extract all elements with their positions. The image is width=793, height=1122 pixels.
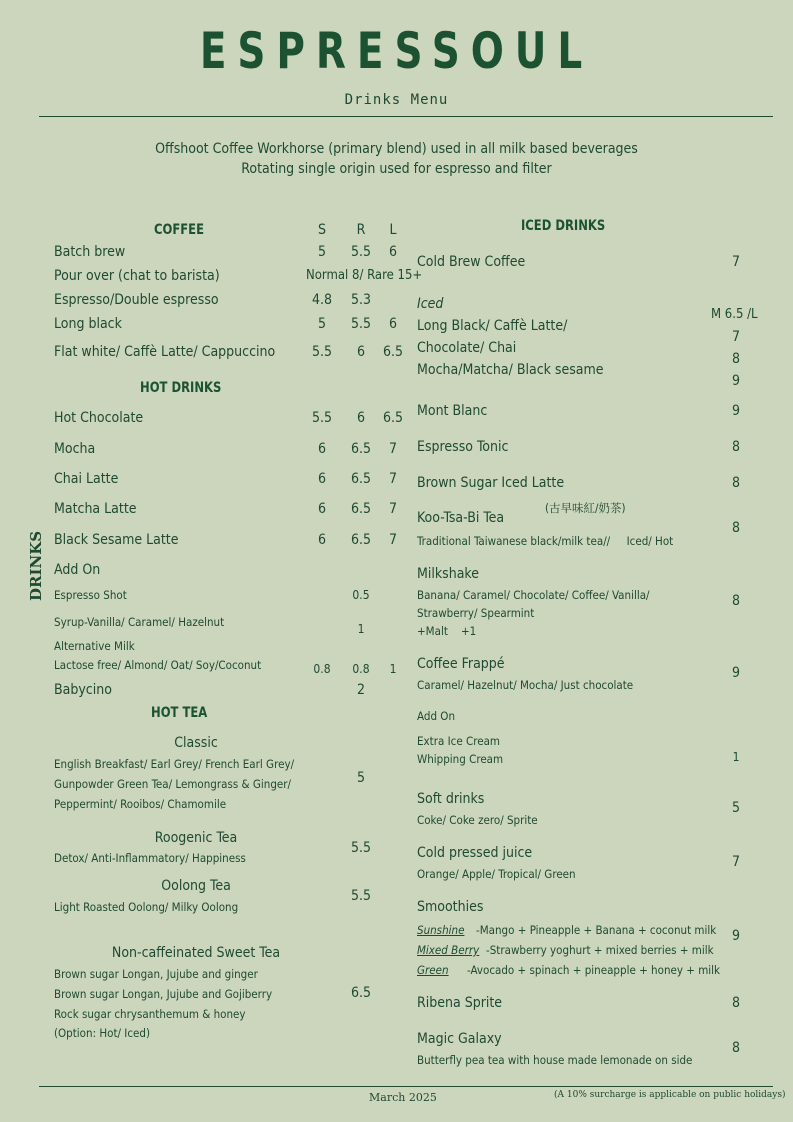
espresso-tonic-name: Espresso Tonic <box>417 439 509 455</box>
hot-tea-heading: HOT TEA <box>151 705 208 721</box>
price-l: 7 <box>388 532 397 548</box>
menu-subtitle: Drinks Menu <box>344 92 449 108</box>
menu-item-name: Pour over (chat to barista) <box>54 268 220 284</box>
classic-tea-title: Classic <box>174 735 218 751</box>
noncaf-tea-title: Non-caffeinated Sweet Tea <box>111 945 281 961</box>
juice-name: Cold pressed juice <box>417 845 533 861</box>
menu-item-name: Batch brew <box>54 244 126 260</box>
menu-title: ESPRESSOUL <box>199 22 594 80</box>
koo-tsa-bi-name: Koo-Tsa-Bi Tea <box>417 510 505 526</box>
footer-divider <box>39 1086 773 1087</box>
milkshake-name: Milkshake <box>417 566 479 582</box>
price-r: 2 <box>356 682 365 698</box>
oolong-tea-price: 5.5 <box>350 888 372 904</box>
price-s: 5.5 <box>311 344 333 360</box>
coffee-heading: COFFEE <box>154 222 205 238</box>
smoothie-desc: -Avocado + spinach + pineapple + honey + milk <box>467 963 721 977</box>
menu-item-name: Espresso/Double espresso <box>54 292 219 308</box>
add-on-espresso-shot: Espresso Shot <box>54 588 127 602</box>
roogenic-tea-price: 5.5 <box>350 840 372 856</box>
menu-item-name: Mocha <box>54 441 96 457</box>
price-s: 6 <box>317 441 326 457</box>
menu-item-name: Long black <box>54 316 122 332</box>
price-r: 6 <box>356 344 365 360</box>
juice-desc: Orange/ Apple/ Tropical/ Green <box>417 867 576 881</box>
classic-tea-line: Peppermint/ Rooibos/ Chamomile <box>54 797 227 811</box>
size-r-label: R <box>356 222 366 238</box>
price-r: 6 <box>356 410 365 426</box>
smoothie-name: Mixed Berry <box>417 943 480 957</box>
iced-add-on-item: Extra Ice Cream <box>417 734 500 748</box>
price-s: 4.8 <box>311 292 333 308</box>
noncaf-tea-line: Brown sugar Longan, Jujube and Gojiberry <box>54 987 273 1001</box>
noncaf-tea-price: 6.5 <box>350 985 372 1001</box>
cold-brew-price: 7 <box>731 254 740 270</box>
side-label: DRINKS <box>27 530 45 601</box>
size-s-label: S <box>318 222 326 238</box>
price-l: 7 <box>388 501 397 517</box>
price-r: 5.5 <box>350 244 372 260</box>
milkshake-line: +Malt +1 <box>417 624 477 638</box>
smoothie-name: Sunshine <box>417 923 465 937</box>
koo-tsa-bi-price: 8 <box>731 520 740 536</box>
milkshake-price: 8 <box>731 593 740 609</box>
menu-item-name: Flat white/ Caffè Latte/ Cappuccino <box>54 344 276 360</box>
iced-size-label: M 6.5 /L <box>711 307 758 322</box>
price-r: 6.5 <box>350 501 372 517</box>
frappe-price: 9 <box>731 665 740 681</box>
smoothie-desc: -Strawberry yoghurt + mixed berries + milk <box>486 943 714 957</box>
espresso-tonic-price: 8 <box>731 439 740 455</box>
iced-label: Iced <box>417 296 444 312</box>
koo-tsa-bi-chinese: (古早味紅/奶茶) <box>545 501 626 515</box>
iced-add-on-item: Whipping Cream <box>417 752 504 766</box>
price-r: 1 <box>357 622 365 636</box>
smoothies-name: Smoothies <box>417 899 484 915</box>
price-l: 7 <box>388 441 397 457</box>
price-l: 6.5 <box>382 410 404 426</box>
price-s: 6 <box>317 501 326 517</box>
roogenic-tea-desc: Detox/ Anti-Inflammatory/ Happiness <box>54 851 246 865</box>
classic-tea-line: English Breakfast/ Earl Grey/ French Earl Grey/ <box>54 757 295 771</box>
hot-drinks-heading: HOT DRINKS <box>140 380 222 396</box>
add-on-alt-milk-options: Lactose free/ Almond/ Oat/ Soy/Coconut <box>54 658 262 672</box>
price-r: 6.5 <box>350 471 372 487</box>
header-divider <box>39 116 773 117</box>
price-l: 6.5 <box>382 344 404 360</box>
price-r: 5.3 <box>350 292 372 308</box>
footer-date: March 2025 <box>369 1091 437 1104</box>
soft-drinks-price: 5 <box>731 800 740 816</box>
add-on-heading: Add On <box>54 562 101 578</box>
mont-blanc-name: Mont Blanc <box>417 403 488 419</box>
smoothie-desc: -Mango + Pineapple + Banana + coconut milk <box>476 923 717 937</box>
iced-add-on-price: 1 <box>732 750 740 764</box>
mont-blanc-price: 9 <box>731 403 740 419</box>
pour-over-price-note: Normal 8/ Rare 15+ <box>306 268 423 283</box>
noncaf-tea-line: Rock sugar chrysanthemum & honey <box>54 1007 246 1021</box>
intro-line-2: Rotating single origin used for espresso and filter <box>241 161 552 177</box>
price-r: 6.5 <box>350 441 372 457</box>
soft-drinks-desc: Coke/ Coke zero/ Sprite <box>417 813 538 827</box>
price-r: 0.5 <box>352 588 370 602</box>
classic-tea-price: 5 <box>356 770 365 786</box>
price-l: 6 <box>388 316 397 332</box>
roogenic-tea-title: Roogenic Tea <box>154 830 238 846</box>
price-l: 7 <box>388 471 397 487</box>
smoothies-price: 9 <box>731 928 740 944</box>
price-s: 6 <box>317 532 326 548</box>
iced-add-on-heading: Add On <box>417 709 455 723</box>
iced-drinks-heading: ICED DRINKS <box>521 218 606 234</box>
noncaf-tea-line: Brown sugar Longan, Jujube and ginger <box>54 967 258 981</box>
classic-tea-line: Gunpowder Green Tea/ Lemongrass & Ginger/ <box>54 777 292 791</box>
magic-galaxy-name: Magic Galaxy <box>417 1031 502 1047</box>
price-s: 5.5 <box>311 410 333 426</box>
iced-item: Chocolate/ Chai <box>417 340 517 356</box>
price-s: 5 <box>317 316 326 332</box>
magic-galaxy-price: 8 <box>731 1040 740 1056</box>
oolong-tea-desc: Light Roasted Oolong/ Milky Oolong <box>54 900 239 914</box>
price-l: 6 <box>388 244 397 260</box>
brown-sugar-latte-price: 8 <box>731 475 740 491</box>
cold-brew-name: Cold Brew Coffee <box>417 254 526 270</box>
iced-price: 8 <box>731 351 740 367</box>
magic-galaxy-desc: Butterfly pea tea with house made lemonade on side <box>417 1053 693 1067</box>
juice-price: 7 <box>731 854 740 870</box>
iced-item: Mocha/Matcha/ Black sesame <box>417 362 604 378</box>
footer-surcharge-note: (A 10% surcharge is applicable on public holidays) <box>554 1090 786 1100</box>
smoothie-name: Green <box>417 963 449 977</box>
price-s: 0.8 <box>313 662 331 676</box>
add-on-syrup: Syrup-Vanilla/ Caramel/ Hazelnut <box>54 615 225 629</box>
ribena-price: 8 <box>731 995 740 1011</box>
ribena-name: Ribena Sprite <box>417 995 503 1011</box>
milkshake-line: Banana/ Caramel/ Chocolate/ Coffee/ Vanilla/ <box>417 588 650 602</box>
noncaf-tea-line: (Option: Hot/ Iced) <box>54 1026 150 1040</box>
size-l-label: L <box>389 222 397 238</box>
iced-price: 9 <box>731 373 740 389</box>
iced-price: 7 <box>731 329 740 345</box>
add-on-alt-milk: Alternative Milk <box>54 639 135 653</box>
price-s: 6 <box>317 471 326 487</box>
menu-item-name: Black Sesame Latte <box>54 532 179 548</box>
price-r: 6.5 <box>350 532 372 548</box>
menu-item-name: Chai Latte <box>54 471 119 487</box>
brown-sugar-latte-name: Brown Sugar Iced Latte <box>417 475 565 491</box>
milkshake-line: Strawberry/ Spearmint <box>417 606 535 620</box>
menu-item-name: Matcha Latte <box>54 501 137 517</box>
add-on-babycino: Babycino <box>54 682 112 698</box>
price-l: 1 <box>389 662 397 676</box>
price-r: 5.5 <box>350 316 372 332</box>
intro-line-1: Offshoot Coffee Workhorse (primary blend) used in all milk based beverages <box>155 141 638 157</box>
price-s: 5 <box>317 244 326 260</box>
frappe-name: Coffee Frappé <box>417 656 505 672</box>
price-r: 0.8 <box>352 662 370 676</box>
oolong-tea-title: Oolong Tea <box>161 878 231 894</box>
koo-tsa-bi-desc: Traditional Taiwanese black/milk tea// Iced/ Hot <box>417 534 674 548</box>
soft-drinks-name: Soft drinks <box>417 791 485 807</box>
iced-item: Long Black/ Caffè Latte/ <box>417 318 568 334</box>
menu-item-name: Hot Chocolate <box>54 410 144 426</box>
frappe-desc: Caramel/ Hazelnut/ Mocha/ Just chocolate <box>417 678 634 692</box>
